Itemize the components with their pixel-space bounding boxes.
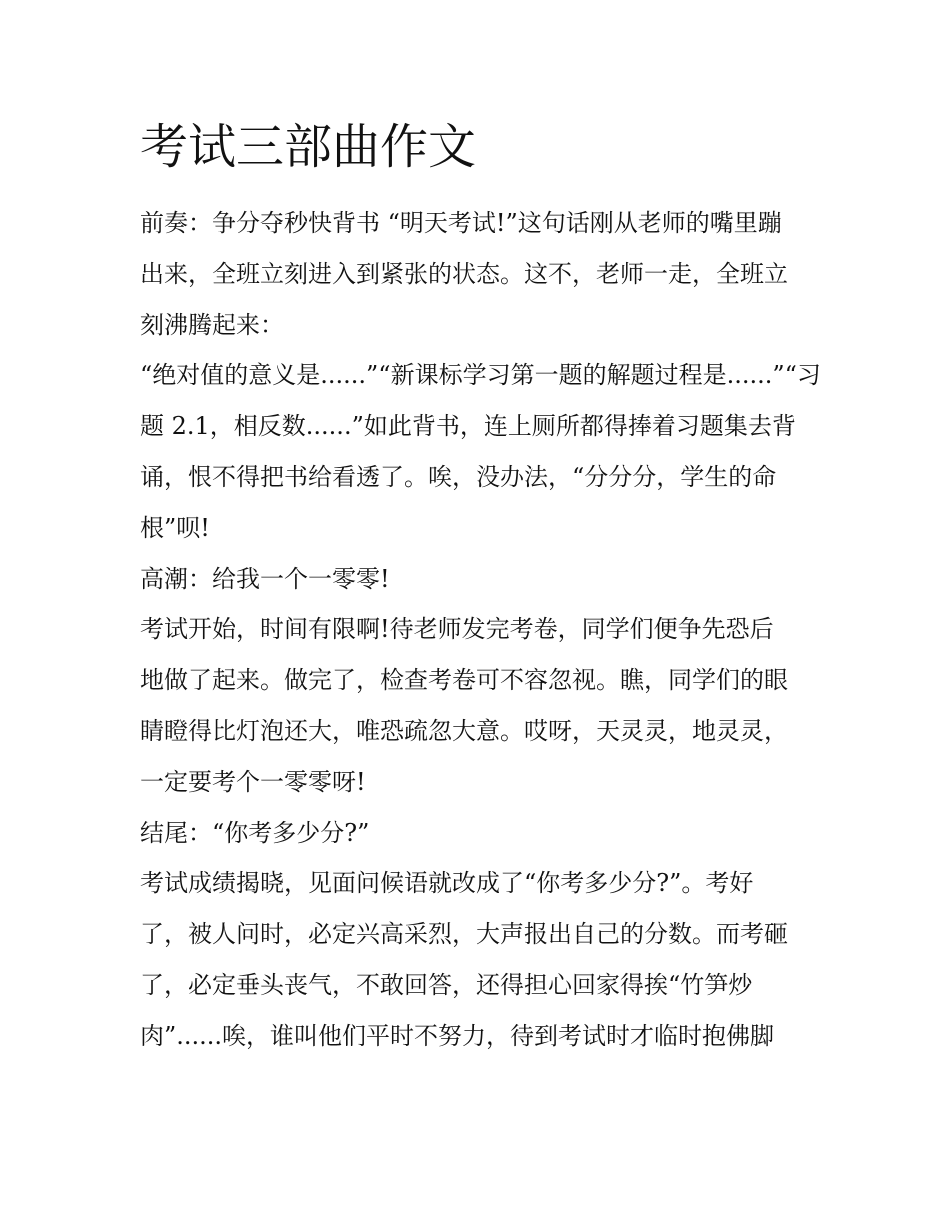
text-line: 考试成绩揭晓，见面问候语就改成了“你考多少分?”。考好: [140, 869, 754, 898]
document-title: 考试三部曲作文: [140, 119, 477, 175]
text-line: 睛瞪得比灯泡还大，唯恐疏忽大意。哎呀，天灵灵，地灵灵，: [140, 716, 788, 745]
text-line: 肉”......唉，谁叫他们平时不努力，待到考试时才临时抱佛脚: [140, 1021, 775, 1050]
text-line: 结尾：“你考多少分?”: [140, 818, 370, 847]
text-line: 地做了起来。做完了，检查考卷可不容忽视。瞧，同学们的眼: [140, 666, 788, 695]
text-line: 刻沸腾起来：: [140, 310, 284, 339]
text-line: 高潮：给我一个一零零!: [140, 564, 390, 593]
text-line: 题 2.1，相反数......”如此背书，连上厕所都得捧着习题集去背: [140, 412, 796, 441]
text-line: 根”呗!: [140, 513, 210, 542]
document-body: [140, 198, 820, 1062]
text-line: 了，被人问时，必定兴高采烈，大声报出自己的分数。而考砸: [140, 920, 788, 949]
text-line: 了，必定垂头丧气，不敢回答，还得担心回家得挨“竹笋炒: [140, 970, 753, 999]
text-line: 前奏：争分夺秒快背书 “明天考试!”这句话刚从老师的嘴里蹦: [140, 209, 782, 237]
text-line: 考试开始，时间有限啊!待老师发完考卷，同学们便争先恐后: [140, 615, 774, 644]
text-line: 出来，全班立刻进入到紧张的状态。这不，老师一走，全班立: [140, 259, 788, 288]
text-line: 一定要考个一零零呀!: [140, 767, 366, 796]
text-line: “绝对值的意义是......”“新课标学习第一题的解题过程是......”“习: [140, 361, 821, 390]
text-line: 诵，恨不得把书给看透了。唉，没办法，“分分分，学生的命: [140, 462, 777, 491]
